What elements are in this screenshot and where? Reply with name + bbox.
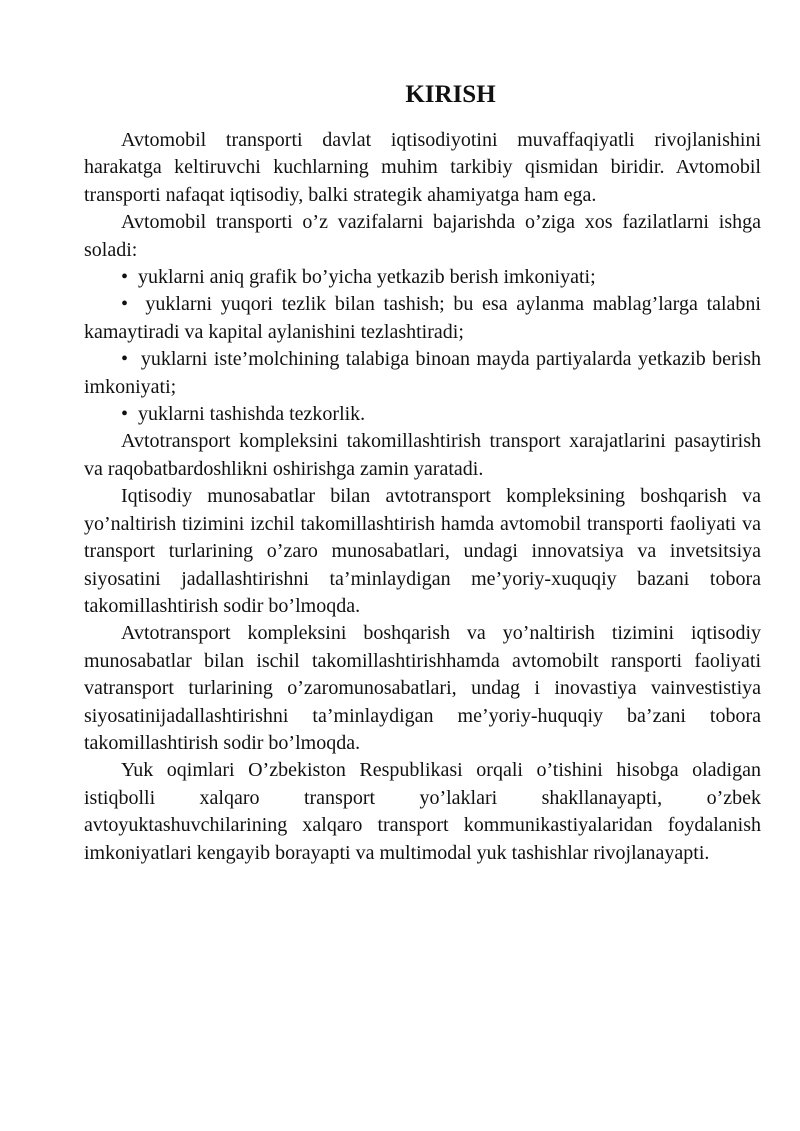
page-title: KIRISH	[405, 81, 496, 108]
document-page	[84, 0, 761, 1131]
paragraph-economic-relations: Iqtisodiy munosabatlar bilan avtotransport kompleksining boshqarish va yo’naltirish tizimini izchil takomillashtirish hamda avtomobil transporti faoliyati va transport turlarining o’zaro munosabatlari, undagi innovatsiya va invetsitsiya siyosatini jadallashtirishni ta’minlaydigan me’yoriy-xuquqiy bazani tobora takomillashtirish sodir bo’lmoqda.	[84, 485, 761, 617]
document-body	[84, 127, 761, 867]
list-item: • yuklarni iste’molchining talabiga binoan mayda partiyalarda yetkazib berish imkoniyati;	[84, 346, 761, 401]
paragraph-intro: Avtomobil transporti davlat iqtisodiyotini muvaffaqiyatli rivojlanishini harakatga keltiruvchi kuchlarning muhim tarkibiy qismidan biridir. Avtomobil transporti nafaqat iqtisodiy, balki strategik ahamiyatga ham ega.	[84, 129, 761, 206]
list-item: • yuklarni yuqori tezlik bilan tashish; bu esa aylanma mablag’larga talabni kamaytiradi va kapital aylanishini tezlashtiradi;	[84, 291, 761, 346]
list-item: • yuklarni aniq grafik bo’yicha yetkazib berish imkoniyati;	[84, 264, 761, 291]
list-item: • yuklarni tashishda tezkorlik.	[84, 401, 761, 428]
paragraph-management: Avtotransport kompleksini boshqarish va yo’naltirish tizimini iqtisodiy munosabatlar bilan ischil takomillashtirishhamda avtomobilt ransporti faoliyati vatransport turlarining o’zaromunosabatlari, undag i inovastiya vainvestistiya siyosatinijadallashtirishni ta’minlaydigan me’yoriy-huquqiy ba’zani tobora takomillashtirish sodir bo’lmoqda.	[84, 622, 761, 754]
paragraph-cargo-flows: Yuk oqimlari O’zbekiston Respublikasi orqali o’tishini hisobga oladigan istiqbolli xalqaro transport yo’laklari shakllanayapti, o’zbek avtoyuktashuvchilarining xalqaro transport kommunikastiyalaridan foydalanish imkoniyatlari kengayib borayapti va multimodal yuk tashishlar rivojlanayapti.	[84, 759, 761, 864]
paragraph-complex: Avtotransport kompleksini takomillashtirish transport xarajatlarini pasaytirish va raqobatbardoshlikni oshirishga zamin yaratadi.	[84, 430, 761, 480]
paragraph-qualities: Avtomobil transporti o’z vazifalarni bajarishda o’ziga xos fazilatlarni ishga soladi:	[84, 211, 761, 261]
